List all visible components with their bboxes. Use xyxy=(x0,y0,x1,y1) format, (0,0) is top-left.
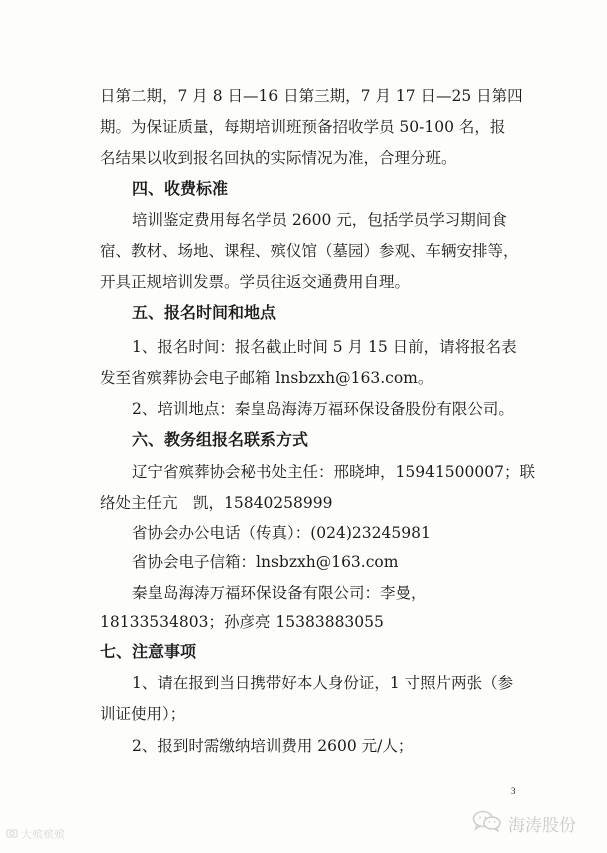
body-line: 训证使用）； xyxy=(100,705,186,723)
body-line: 2、报到时需缴纳培训费用 2600 元/人； xyxy=(132,737,414,755)
body-line: 络处主任亢 凯，15840258999 xyxy=(100,494,333,512)
watermark-right xyxy=(472,810,576,837)
body-line: 期。为保证质量，每期培训班预备招收学员 50-100 名，报 xyxy=(100,118,506,136)
body-line: 日第二期，7 月 8 日—16 日第三期，7 月 17 日—25 日第四 xyxy=(100,87,523,105)
section-heading: 七、注意事项 xyxy=(100,642,197,661)
body-line: 辽宁省殡葬协会秘书处主任：邢晓坤，15941500007；联 xyxy=(132,463,535,481)
section-heading: 五、报名时间和地点 xyxy=(132,303,277,322)
body-line: 2、培训地点：秦皇岛海涛万福环保设备股份有限公司。 xyxy=(132,400,514,418)
body-line: 省协会办公电话（传真）：(024)23245981 xyxy=(132,524,431,542)
wechat-icon xyxy=(472,810,502,837)
body-line: 开具正规培训发票。学员往返交通费用自理。 xyxy=(100,273,411,291)
body-line: 省协会电子信箱：lnsbzxh@163.com xyxy=(132,553,399,571)
body-line: 秦皇岛海涛万福环保设备有限公司：李曼， xyxy=(132,584,427,602)
body-line: 18133534803；孙彦亮 15383883055 xyxy=(100,613,384,631)
watermark-left-text: 大殡殡殡 xyxy=(21,828,65,841)
body-line: 名结果以收到报名回执的实际情况为准，合理分班。 xyxy=(100,149,457,167)
body-line: 1、报名时间：报名截止时间 5 月 15 日前，请将报名表 xyxy=(132,338,517,356)
section-heading: 六、教务组报名联系方式 xyxy=(132,430,309,449)
body-line: 发至省殡葬协会电子邮箱 lnsbzxh@163.com。 xyxy=(100,369,434,387)
watermark-camera-icon xyxy=(6,828,18,841)
body-line: 培训鉴定费用每名学员 2600 元，包括学员学习期间食 xyxy=(132,211,507,229)
watermark-left xyxy=(6,826,65,842)
body-line: 宿、教材、场地、课程、殡仪馆（墓园）参观、车辆安排等， xyxy=(100,242,519,260)
watermark-right-text: 海涛股份 xyxy=(508,816,576,836)
body-line: 1、请在报到当日携带好本人身份证，1 寸照片两张（参 xyxy=(132,674,514,692)
page-number: 3 xyxy=(511,786,516,796)
section-heading: 四、收费标准 xyxy=(132,179,229,198)
